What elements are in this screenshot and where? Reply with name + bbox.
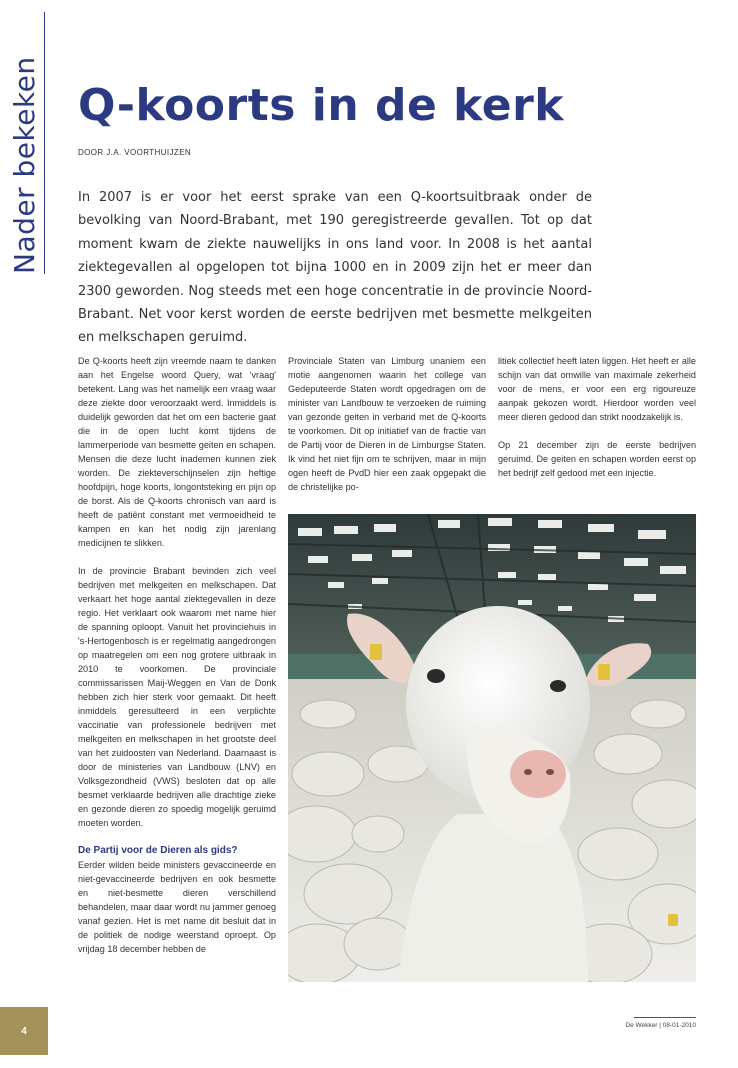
body-paragraph: Eerder wilden beide ministers gevaccineerde en niet-gevaccineerde bedrijven en ook besmette en niet-besmette dieren verschillend behandelen, maar daar wordt nu jammer genoeg vanaf gezien. Het is met name dit besluit dat in de politiek de nodige weerstand oproept. Op vrijdag 18 december hebben de bbox=[78, 860, 276, 954]
column-3 bbox=[498, 354, 696, 494]
footer-publication: De Wekker | 08-01-2010 bbox=[625, 1022, 696, 1029]
footer-rule bbox=[634, 1017, 696, 1018]
intro-paragraph: In 2007 is er voor het eerst sprake van een Q-koortsuitbraak onder de bevolking van Noord-Brabant, met 190 geregistreerde gevallen. Tot op dat moment kwam de ziekte nauwelijks in ons land voor. In 2008 is het aantal ziektegevallen al opgelopen tot bijna 1000 en in 2009 zijn het er meer dan 2300 geworden. Nog steeds met een hoge concentratie in de provincie Noord-Brabant. Net voor kerst worden de eerste bedrijven met besmette melkgeiten en melkschapen geruimd. bbox=[78, 190, 592, 346]
section-rule bbox=[44, 12, 45, 274]
body-paragraph: litiek collectief heeft laten liggen. Het heeft er alle schijn van dat omwille van maximale zekerheid voor de mens, er voor een erg rigoureuze aanpak gekozen wordt. Hierdoor worden veel meer dieren gedood dan strikt noodzakelijk is. bbox=[498, 356, 696, 422]
body-paragraph: De Q-koorts heeft zijn vreemde naam te danken aan het Engelse woord Query, wat 'vraag' betekent. Lang was het namelijk een vraag waar deze ziekte door veroorzaakt werd. Inmiddels is duidelijk geworden dat het om een bacterie gaat die in de open lucht komt tijdens de lammerperiode van besmette geiten en schapen. Mensen die deze lucht inademen kunnen ziek worden. De ziekteverschijnselen zijn heftige hoofdpijn, hoge koorts, longontsteking en pijn op de borst. Als de Q-koorts chronisch van aard is heeft de patiënt constant met vermoeidheid te kampen en kan het nodig zijn jarenlang medicijnen te slikken. bbox=[78, 356, 276, 548]
body-paragraph: Op 21 december zijn de eerste bedrijven geruimd. De geiten en schapen worden eerst op het bedrijf zelf gedood met een injectie. bbox=[498, 440, 696, 478]
subheading: De Partij voor de Dieren als gids? bbox=[78, 845, 238, 856]
goat-barn-photo bbox=[288, 514, 696, 982]
column-2 bbox=[288, 354, 486, 508]
column-1 bbox=[78, 354, 276, 970]
section-label: Nader bekeken bbox=[8, 56, 41, 274]
page-number: 4 bbox=[0, 1007, 48, 1055]
body-paragraph: Provinciale Staten van Limburg unaniem een motie aangenomen waarin het college van Gedeputeerde Staten wordt opgedragen om de minister van Landbouw te verzoeken de ruiming van gezonde geiten in verband met de Q-koorts te voorkomen. Dit op initiatief van de fractie van de Partij voor de Dieren in de Limburgse Staten. Ik vind het niet fijn om te schrijven, maar in mijn ogen heeft de PvdD hier een zaak opgepakt die de christelijke po- bbox=[288, 356, 486, 492]
body-paragraph: In de provincie Brabant bevinden zich veel bedrijven met melkgeiten en melkschapen. Dat verkaart het hoge aantal ziektegevallen in deze regio. Het verklaart ook waarom met name hier de spanning oploopt. Vanuit het provinciehuis in 's-Hertogenbosch is er regelmatig aangedrongen op maatregelen om een nog grotere uitbraak in 2010 te voorkomen. De provinciale commissarissen Maij-Weggen en Van de Donk hebben zich hier sterk voor gemaakt. Dit heeft inmiddels geresulteerd in een verplichte vaccinatie van professionele bedrijven met melkgeiten en melkschapen in het grootste deel van het zuidoosten van Nederland. Daarnaast is door de ministeries van Landbouw (LNV) en Volksgezondheid (VWS) besloten dat op alle besmet verklaarde bedrijven alle drachtige zieke en gezonde dieren zo spoedig mogelijk geruimd moeten worden. bbox=[78, 566, 276, 828]
article-title: Q-koorts in de kerk bbox=[78, 80, 565, 131]
byline: DOOR J.A. VOORTHUIJZEN bbox=[78, 148, 192, 157]
